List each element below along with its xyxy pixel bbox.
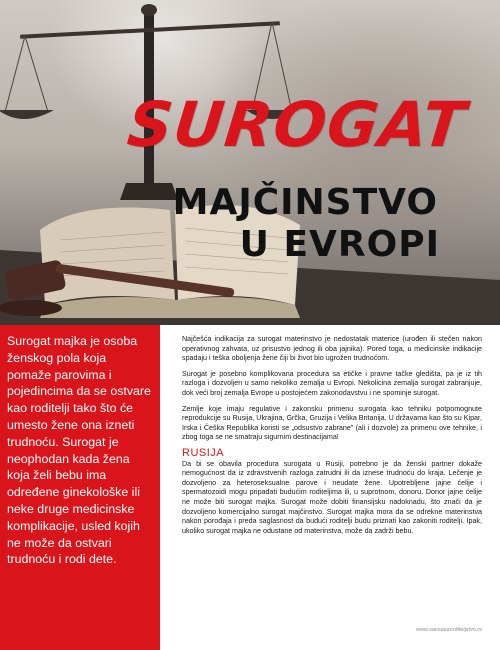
title-surogat: SUROGAT (124, 88, 470, 161)
section-heading-rusija: RUSIJA (182, 446, 225, 459)
intro-sidebar (0, 325, 160, 650)
article-paragraph-2: Surogat je posebno komplikovana procedura sa etičke i pravne tačke gledišta, pa je iz tih razloga i dozvoljen u samo nekoliko zemalja u Evropi. Nekolicina zemalja surogat zabranjuje, dok veći broj zemalja Evrope u postojećem zakonodavstvu i ne spominje surogat. (182, 369, 482, 397)
intro-text: Surogat majka je osoba ženskog pola koja pomaže parovima i pojedincima da se ostvare kao roditelji tako što će umesto žene ona izneti trudnoću. Surogat je neophodan kada žena koja želi bebu ima određene ginekološke ili neke druge medicinske komplikacije, usled kojih ne može da ostvari trudnoću i rodi dete. (7, 334, 151, 567)
title-majcinstvo: MAJČINSTVO (172, 182, 438, 223)
article-body (182, 335, 482, 542)
section-paragraph-rusija: Da bi se obavila procedura surogata u Rusiji, potrebno je da ženski partner dokaže nemogućnost da iz zdravstvenih razloga zatrudni ili da iznese trudnoću do kraja. Lečenje je dozvoljeno za heteroseksualne parove i neudate žene. Upotrebljene jajne ćelije i spermatozoidi mogu pripadati budućim roditeljima ili, u suprotnom, donoru. Donor jajne ćelije ne može biti surogat majka. Surogat može dobiti finansijsku nadoknadu, što znači da je dozvoljeno komercijalno surogat majčinstvo. Surogat majka mora da se odrekne materinstva nakon porođaja i preda saglasnost da budući roditelji budu priznati kao zakoniti roditelji. Ipak, ukoliko surogat majka ne odustane od materinstva, može da zadrži bebu. (182, 459, 482, 535)
article-paragraph-3: Zemlje koje imaju regulative i zakonsku primenu surogata kao tehniku potpomognute reprodukcije su Rusija, Ukrajina, Grčka, Gruzija i Velika Britanija. U državama kao što su Kipar, Irska i Češka Republika koristi se „odsustvo zabrane” (ali i dozvole) za primenu ove tehnike, i zbog toga se ne smatraju sigurnim destinacijama! (182, 404, 482, 442)
article-paragraph-1: Najčešća indikacija za surogat materinstvo je nedostatak materice (urođen ili stečen nakon operativnog zahvata, uz prisustvo jednog ili oba jajnika). Pored toga, u medicinske indikacije spadaju i teška oboljenja žene čiji bi život bio ugrožen trudnoćom. (182, 335, 482, 363)
footer-url: www.sansazaroditeljstvo.rs (415, 627, 482, 633)
title-u-evropi: U EVROPI (239, 224, 440, 265)
